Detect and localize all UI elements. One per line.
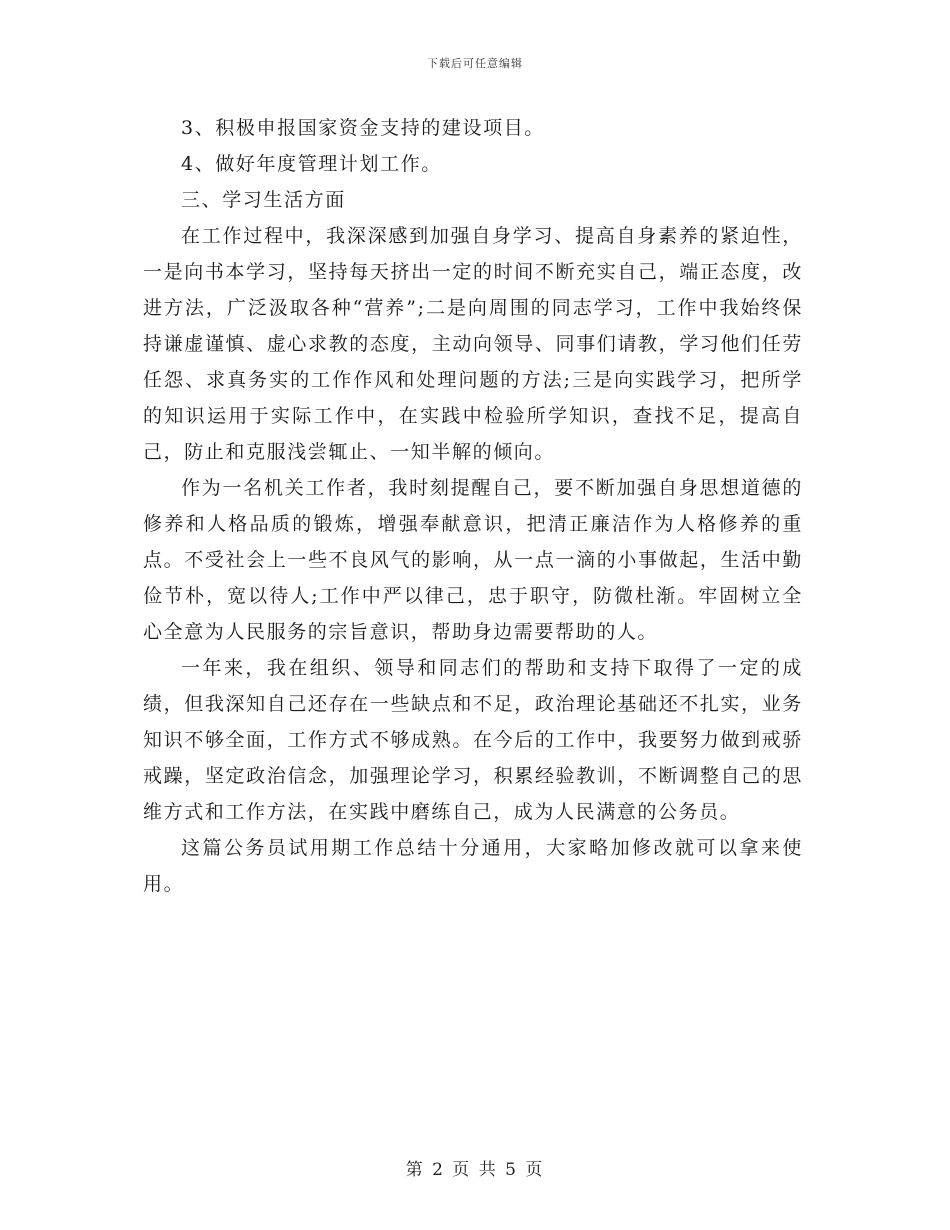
body-paragraph-ethics: 作为一名机关工作者，我时刻提醒自己，要不断加强自身思想道德的修养和人格品质的锻炼，增强奉献意识，把清正廉洁作为人格修养的重点。不受社会上一些不良风气的影响，从一点一滴的小事做起，生活中勤俭节朴，宽以待人;工作中严以律己，忠于职守，防微杜渐。牢固树立全心全意为人民服务的宗旨意识，帮助身边需要帮助的人。 xyxy=(143,477,803,643)
list-item-3: 3、积极申报国家资金支持的建设项目。 xyxy=(181,117,545,139)
list-item-4: 4、做好年度管理计划工作。 xyxy=(181,153,442,175)
page-number: 第 2 页 共 5 页 xyxy=(405,1160,545,1180)
body-paragraph-summary: 一年来，我在组织、领导和同志们的帮助和支持下取得了一定的成绩，但我深知自己还存在一些缺点和不足，政治理论基础还不扎实，业务知识不够全面，工作方式不够成熟。在今后的工作中，我要努力做到戒骄戒躁，坚定政治信念，加强理论学习，积累经验教训，不断调整自己的思维方式和工作方法，在实践中磨练自己，成为人民满意的公务员。 xyxy=(143,657,803,823)
section-heading: 三、学习生活方面 xyxy=(181,189,346,211)
body-paragraph-study: 在工作过程中，我深深感到加强自身学习、提高自身素养的紧迫性，一是向书本学习，坚持每天挤出一定的时间不断充实自己，端正态度，改进方法，广泛汲取各种“营养”;二是向周围的同志学习，工作中我始终保持谦虚谨慎、虚心求教的态度，主动向领导、同事们请教，学习他们任劳任怨、求真务实的工作作风和处理问题的方法;三是向实践学习，把所学的知识运用于实际工作中，在实践中检验所学知识，查找不足，提高自己，防止和克服浅尝辄止、一知半解的倾向。 xyxy=(143,225,803,463)
body-paragraph-closing: 这篇公务员试用期工作总结十分通用，大家略加修改就可以拿来使用。 xyxy=(143,837,803,895)
document-body xyxy=(143,110,803,902)
page-header-note: 下载后可任意编辑 xyxy=(427,57,523,70)
